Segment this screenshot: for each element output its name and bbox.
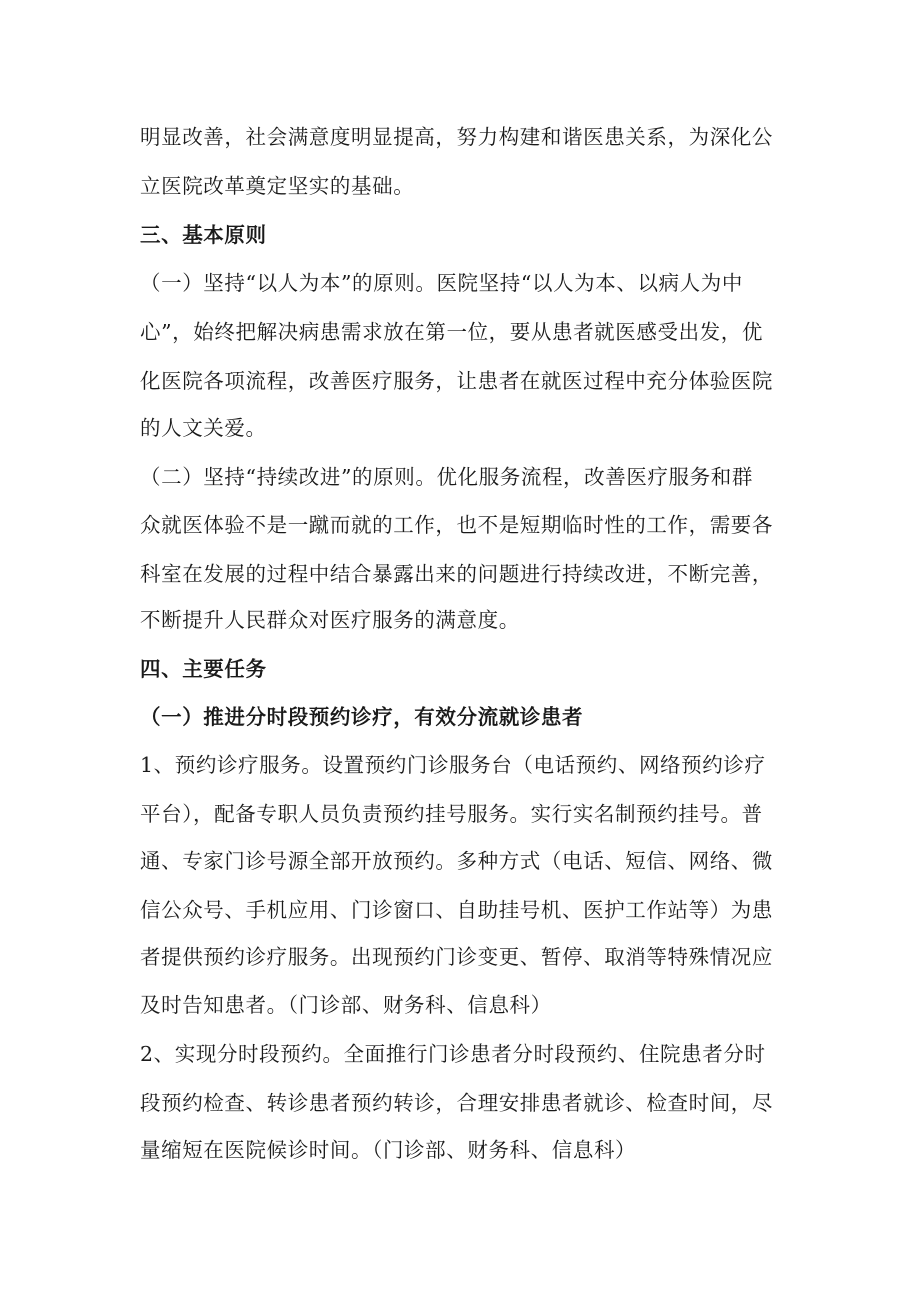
text-line-20: 2、实现分时段预约。全面推行门诊患者分时段预约、住院患者分时 [140, 1042, 766, 1066]
text-line-1: 明显改善，社会满意度明显提高，努力构建和谐医患关系，为深化公 [140, 125, 773, 149]
text-line-2: 立医院改革奠定坚实的基础。 [140, 174, 415, 198]
text-line-7: 的人文关爱。 [140, 416, 267, 440]
text-line-9: 众就医体验不是一蹴而就的工作，也不是短期临时性的工作，需要各 [140, 513, 773, 537]
section-heading-basic-principles: 三、基本原则 [140, 223, 267, 247]
text-line-5: 心”，始终把解决病患需求放在第一位，要从患者就医感受出发，优 [140, 320, 763, 344]
text-line-22: 量缩短在医院候诊时间。（门诊部、财务科、信息科） [140, 1138, 637, 1162]
text-line-16: 通、专家门诊号源全部开放预约。多种方式（电话、短信、网络、微 [140, 849, 773, 873]
subsection-heading-appointment: （一）推进分时段预约诊疗，有效分流就诊患者 [140, 705, 584, 729]
text-line-17: 信公众号、手机应用、门诊窗口、自助挂号机、医护工作站等）为患 [140, 898, 773, 922]
text-line-10: 科室在发展的过程中结合暴露出来的问题进行持续改进，不断完善， [140, 562, 773, 586]
text-line-21: 段预约检查、转诊患者预约转诊，合理安排患者就诊、检查时间，尽 [140, 1091, 773, 1115]
text-line-18: 者提供预约诊疗服务。出现预约门诊变更、暂停、取消等特殊情况应 [140, 945, 773, 969]
text-line-11: 不断提升人民群众对医疗服务的满意度。 [140, 608, 520, 632]
section-heading-main-tasks: 四、主要任务 [140, 657, 267, 681]
text-line-6: 化医院各项流程，改善医疗服务，让患者在就医过程中充分体验医院 [140, 369, 773, 393]
text-line-19: 及时告知患者。（门诊部、财务科、信息科） [140, 993, 552, 1017]
text-line-14: 1、预约诊疗服务。设置预约门诊服务台（电话预约、网络预约诊疗 [140, 753, 766, 777]
text-line-4: （一）坚持“以人为本”的原则。医院坚持“以人为本、以病人为中 [140, 271, 743, 295]
text-line-15: 平台），配备专职人员负责预约挂号服务。实行实名制预约挂号。普 [140, 802, 763, 826]
text-line-8: （二）坚持“持续改进”的原则。优化服务流程，改善医疗服务和群 [140, 465, 753, 489]
